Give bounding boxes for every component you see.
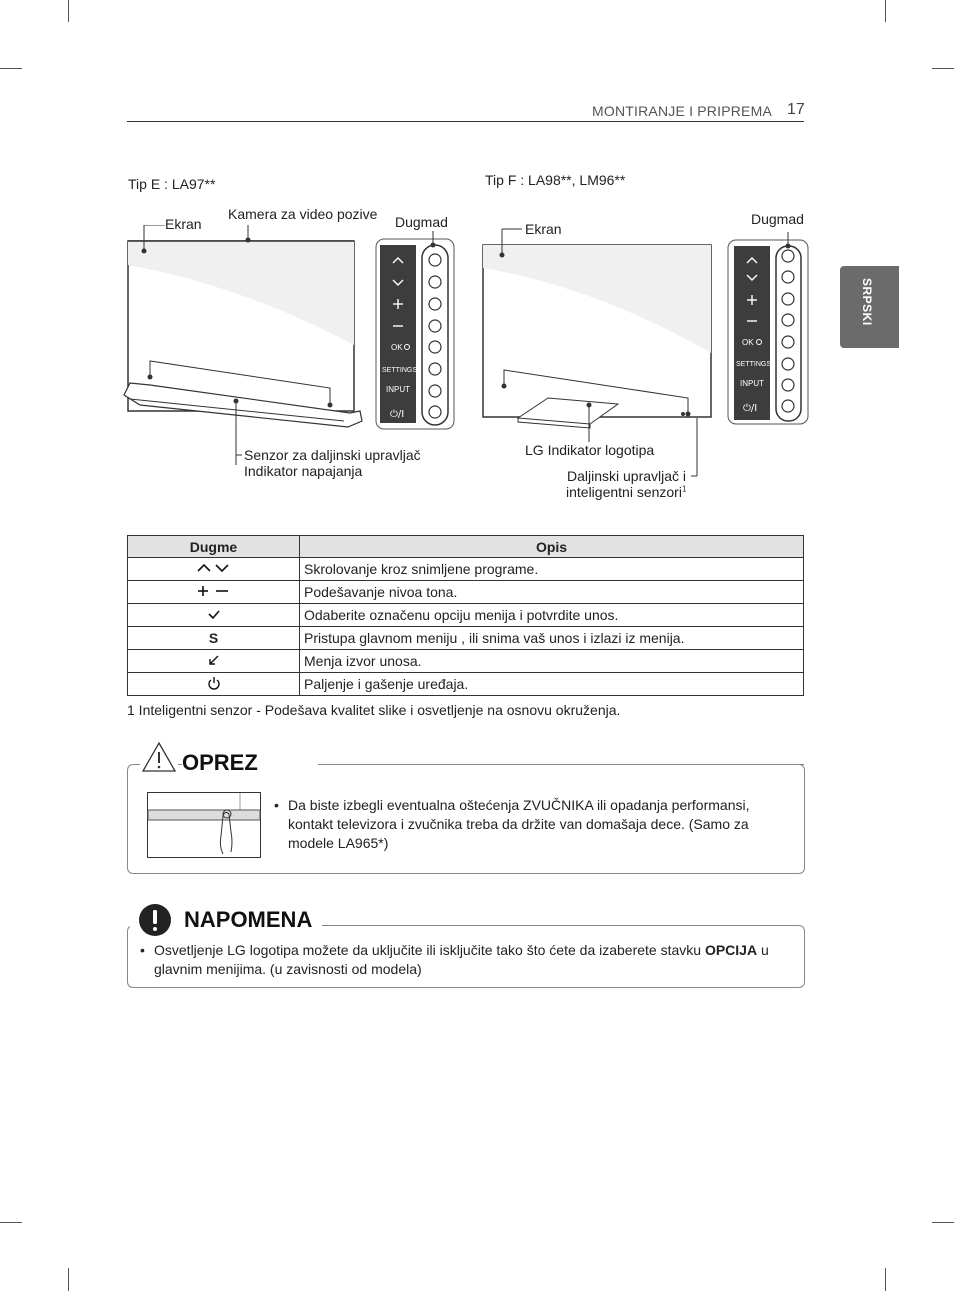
note-title: NAPOMENA <box>184 907 320 933</box>
exclamation-icon <box>138 903 172 937</box>
caution-text: Da biste izbegli eventualna oštećenja ZVUČNIKA ili opadanja performansi, kontakt televizora i zvučnika treba da držite van domašaja dece. (Samo za modele LA965*) <box>288 797 750 851</box>
row-desc: Pristupa glavnom meniju , ili snima vaš unos i izlazi iz menija. <box>300 627 804 650</box>
crop-mark <box>932 1222 954 1223</box>
plus-minus-icon <box>128 581 300 604</box>
header-divider <box>127 121 804 122</box>
crop-mark <box>932 68 954 69</box>
label-indikator-napajanja: Indikator napajanja <box>244 463 363 479</box>
svg-text:SETTINGS: SETTINGS <box>736 361 772 368</box>
header-opis: Opis <box>300 536 804 558</box>
svg-text:INPUT: INPUT <box>386 385 410 394</box>
svg-text:SETTINGS: SETTINGS <box>382 367 418 374</box>
note-text: Osvetljenje LG logotipa možete da uključite ili isključite tako što ćete da izaberete stavku OPCIJA u glavnim menijima. (u zavisnosti od modela) <box>154 942 769 977</box>
language-tab <box>840 266 899 348</box>
crop-mark <box>885 0 886 22</box>
button-description-table <box>127 535 804 696</box>
crop-mark <box>68 0 69 22</box>
row-desc: Menja izvor unosa. <box>300 650 804 673</box>
power-icon <box>128 673 300 696</box>
crop-mark <box>0 1222 22 1223</box>
crop-mark <box>885 1268 886 1291</box>
label-lg-indikator: LG Indikator logotipa <box>525 442 655 458</box>
page-number: 17 <box>787 101 805 118</box>
figure-f-title: Tip F : LA98**, LM96** <box>485 172 626 188</box>
table-row <box>128 673 804 696</box>
speaker-touch-illustration <box>147 792 261 858</box>
header-dugme: Dugme <box>128 536 300 558</box>
section-title: MONTIRANJE I PRIPREMA <box>592 103 772 119</box>
row-desc: Paljenje i gašenje uređaja. <box>300 673 804 696</box>
label-daljinski-1: Daljinski upravljač i <box>567 468 687 484</box>
table-row <box>128 604 804 627</box>
label-daljinski-2: inteligentni senzori$^1$ <box>566 484 687 500</box>
caution-title: OPREZ <box>182 750 266 776</box>
input-arrow-icon <box>128 650 300 673</box>
crop-mark <box>68 1268 69 1291</box>
up-down-arrows-icon <box>128 558 300 581</box>
row-desc: Podešavanje nivoa tona. <box>300 581 804 604</box>
svg-text:⏻/I: ⏻/I <box>743 403 758 414</box>
language-tab-label: SRPSKI <box>860 278 874 326</box>
svg-text:OK: OK <box>391 343 403 352</box>
svg-text:OK: OK <box>742 338 754 347</box>
check-icon <box>128 604 300 627</box>
table-row <box>128 650 804 673</box>
table-header-row <box>128 536 804 558</box>
tv-type-f-illustration <box>478 228 813 483</box>
footnote: 1 Inteligentni senzor - Podešava kvalitet slike i osvetljenje na osnovu okruženja. <box>127 702 621 718</box>
label-ekran-f: Ekran <box>525 221 562 237</box>
row-desc: Odaberite označenu opciju menija i potvrdite unos. <box>300 604 804 627</box>
svg-text:⏻/I: ⏻/I <box>390 409 405 420</box>
label-dugmad-f: Dugmad <box>751 211 804 227</box>
row-desc: Skrolovanje kroz snimljene programe. <box>300 558 804 581</box>
label-senzor: Senzor za daljinski upravljač <box>244 447 421 463</box>
settings-s-label: S <box>128 627 300 650</box>
label-dugmad-e: Dugmad <box>395 214 448 230</box>
figure-e-title: Tip E : LA97** <box>128 176 216 192</box>
tv-type-e-illustration <box>120 225 460 465</box>
table-row <box>128 581 804 604</box>
table-row <box>128 627 804 650</box>
crop-mark <box>0 68 22 69</box>
label-kamera: Kamera za video pozive <box>228 206 378 222</box>
label-ekran-e: Ekran <box>165 216 202 232</box>
warning-triangle-icon <box>140 740 178 774</box>
svg-text:INPUT: INPUT <box>740 379 764 388</box>
table-row <box>128 558 804 581</box>
